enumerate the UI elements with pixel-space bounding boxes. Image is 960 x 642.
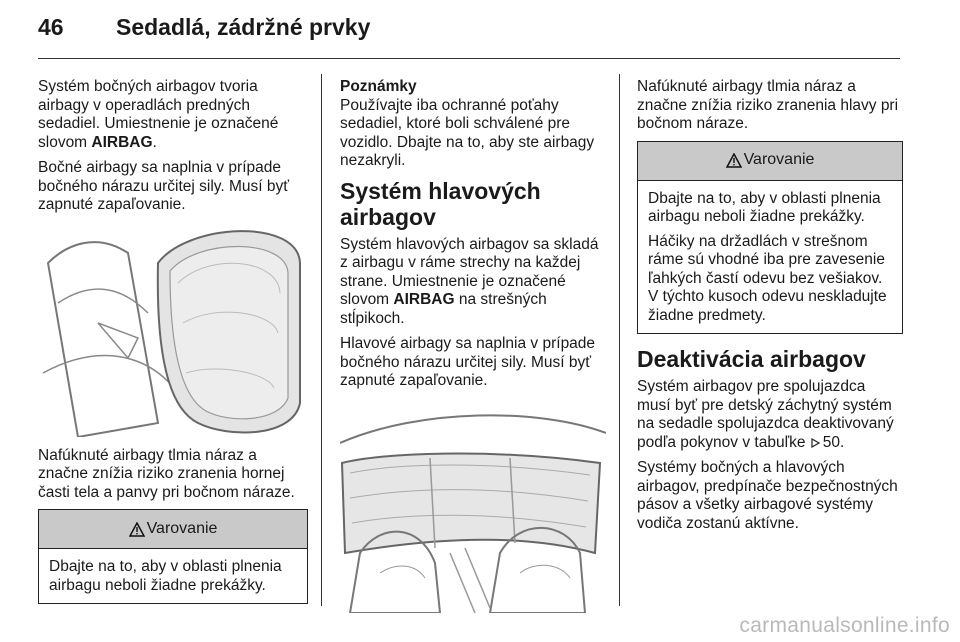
curtain-airbag-deploy-text: Hlavové airbagy sa naplnia v prípade bočného nárazu určitej sily. Musí byť zapnuté zapaľovanie. <box>340 335 596 389</box>
warning-box-curtain-airbag <box>637 141 903 335</box>
deactivation-heading: Deaktivácia airbagov <box>637 346 866 372</box>
warning-triangle-icon <box>129 522 145 537</box>
page-reference-icon <box>811 438 820 448</box>
active-systems-text: Systémy bočných a hlavových airbagov, predpínače bezpečnostných pásov a všetky airbagové systémy vodiča zostanú aktívne. <box>637 459 898 532</box>
note-text: Používajte iba ochranné poťahy sedadiel, ktoré boli schválené pre vozidlo. Dbajte na to, aby ste airbagy nezakryli. <box>340 96 595 169</box>
curtain-airbag-description: Systém hlavových airbagov sa skladá z airbagu v ráme strechy na každej strane. Umiestnenie je označené slovom AIRBAG na strešných stĺpikoch. <box>340 235 599 327</box>
curtain-airbag-protection-text: Nafúknuté airbagy tlmia náraz a značne znížia riziko zranenia hlavy pri bočnom náraze. <box>637 78 899 132</box>
page-reference[interactable]: 50 <box>822 433 841 451</box>
warning-box-side-airbag <box>38 509 308 604</box>
warning-title: Varovanie <box>146 519 218 537</box>
warning-header <box>638 142 902 181</box>
warning-title: Varovanie <box>743 151 815 169</box>
page-title: Sedadlá, zádržné prvky <box>116 14 371 40</box>
watermark: carmanualsonline.info <box>739 614 950 637</box>
warning-text-obstruction: Dbajte na to, aby v oblasti plnenia airbagu neboli žiadne prekážky. <box>648 189 881 225</box>
column-2 <box>340 78 606 613</box>
column-1 <box>38 78 308 616</box>
header-divider <box>38 58 900 59</box>
side-airbag-protection-text: Nafúknuté airbagy tlmia náraz a značne znížia riziko zranenia hornej časti tela a panvy pri bočnom náraze. <box>38 446 295 501</box>
warning-triangle-icon <box>726 153 742 168</box>
warning-text-hooks: Háčiky na držadlách v strešnom ráme sú vhodné iba pre zavesenie ľahkých častí odevu bez vešiakov. V týchto kusoch odevu neskladujte žiadne predmety. <box>648 232 887 324</box>
column-divider-2 <box>619 74 620 606</box>
side-airbag-intro: Systém bočných airbagov tvoria airbagy v operadlách predných sedadiel. Umiestnenie je označené slovom AIRBAG. <box>38 78 279 151</box>
warning-header <box>39 510 307 549</box>
side-airbag-deploy-text: Bočné airbagy sa naplnia v prípade bočného nárazu určitej sily. Musí byť zapnuté zapaľovanie. <box>38 159 290 213</box>
deactivation-text: Systém airbagov pre spolujazdca musí byť pre detský záchytný systém na sedadle spolujazdca deaktivovaný podľa pokynov v tabuľke 50. <box>637 378 894 451</box>
note-title: Poznámky <box>340 78 417 95</box>
curtain-airbag-heading: Systém hlavových airbagov <box>340 177 541 230</box>
column-divider-1 <box>321 74 322 606</box>
page-number: 46 <box>38 14 64 40</box>
side-airbag-illustration <box>38 223 306 437</box>
curtain-airbag-illustration <box>340 403 606 613</box>
column-3 <box>637 78 903 540</box>
warning-text: Dbajte na to, aby v oblasti plnenia airbagu neboli žiadne prekážky. <box>49 558 282 594</box>
